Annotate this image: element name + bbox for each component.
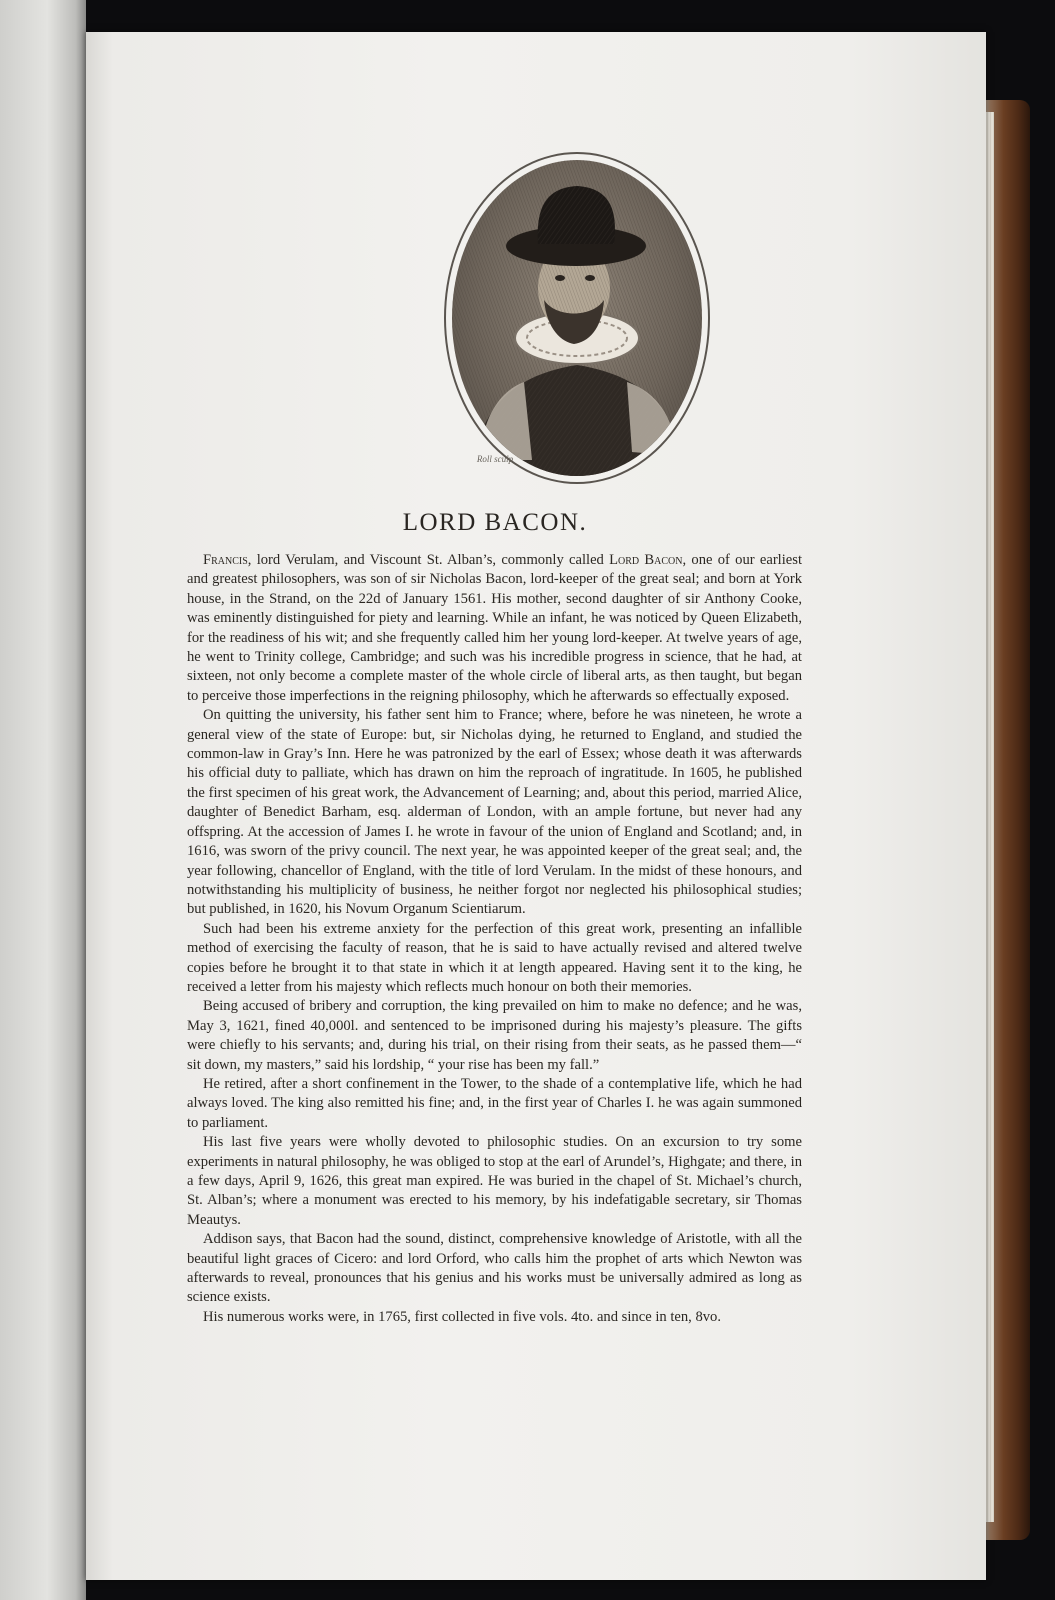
lead-name: Francis [203, 552, 248, 568]
subject-name: Lord Bacon [609, 552, 683, 568]
paragraph-8: His numerous works were, in 1765, first collected in five vols. 4to. and since in ten, 8vo. [203, 1308, 721, 1325]
paragraph-1-part-a: , lord Verulam, and Viscount St. Alban’s, commonly called [247, 552, 610, 568]
article-title: LORD BACON. [402, 509, 588, 536]
article-body [187, 551, 802, 1327]
paragraph-6: His last five years were wholly devoted to philosophic studies. On an excursion to try some experiments in natural philosophy, he was obliged to stop at the earl of Arundel’s, Highgate; and there, in a few days, April 9, 1626, this great man expired. He was buried in the chapel of St. Michael’s church, St. Alban’s; where a monument was erected to his memory, by his indefatigable secretary, sir Thomas Meautys. [187, 1134, 802, 1228]
portrait-engraving [452, 160, 702, 476]
paragraph-3: Such had been his extreme anxiety for the perfection of this great work, presenting an infallible method of exercising the faculty of reason, that he is said to have actually revised and altered twelve copies before he brought it to that state in which it at length appeared. Having sent it to the king, he received a letter from his majesty which reflects much honour on both their memories. [187, 920, 802, 995]
portrait-oval-frame [444, 152, 710, 484]
paragraph-2: On quitting the university, his father sent him to France; where, before he was nineteen, he wrote a general view of the state of Europe: but, sir Nicholas dying, he returned to England, and studied the common-law in Gray’s Inn. Here he was patronized by the earl of Essex; whose death it was afterwards his official duty to palliate, which has drawn on him the reproach of ingratitude. In 1605, he published the first specimen of his great work, the Advancement of Learning; and, about this period, married Alice, daughter of Benedict Barham, esq. alderman of London, with an ample fortune, but never had any offspring. At the accession of James I. he wrote in favour of the union of England and Scotland; and, in 1616, was sworn of the privy council. The next year, he was appointed keeper of the great seal; and, the year following, chancellor of England, with the title of lord Verulam. In the midst of these honours, and notwithstanding his multiplicity of business, he neither forgot nor neglected his philosophical studies; but published, in 1620, his Novum Organum Scientiarum. [187, 707, 802, 918]
engraver-credit: Roll sculp [476, 454, 514, 464]
portrait-figure-icon [452, 160, 702, 476]
paragraph-1 [187, 551, 802, 706]
paragraph-7: Addison says, that Bacon had the sound, distinct, comprehensive knowledge of Aristotle, with all the beautiful light graces of Cicero: and lord Orford, who calls him the prophet of arts which Newton was afterwards to reveal, pronounces that his genius and his works must be universally admired as long as science exists. [187, 1231, 802, 1306]
facing-page-edge [0, 0, 86, 1600]
paragraph-5: He retired, after a short confinement in the Tower, to the shade of a contemplative life, which he had always loved. The king also remitted his fine; and, in the first year of Charles I. he was again summoned to parliament. [187, 1075, 802, 1131]
paragraph-4: Being accused of bribery and corruption, the king prevailed on him to make no defence; and he was, May 3, 1621, fined 40,000l. and sentenced to be imprisoned during his majesty’s pleasure. The gifts were chiefly to his servants; and, during his trial, on their rising from their seats, as he passed them—“ sit down, my masters,” said his lordship, “ your rise has been my fall.” [187, 998, 802, 1073]
paragraph-1-part-b: , one of our earliest and greatest philosophers, was son of sir Nicholas Bacon, lord-keeper of the great seal; and born at York house, in the Strand, on the 22d of January 1561. His mother, second daughter of sir Anthony Cooke, was eminently distinguished for piety and learning. While an infant, he was noticed by Queen Elizabeth, for the readiness of his wit; and she frequently called him her young lord-keeper. At twelve years of age, he went to Trinity college, Cambridge; and such was his incredible progress in science, that he had, at sixteen, not only become a complete master of the whole circle of liberal arts, as then taught, but began to perceive those imperfections in the reigning philosophy, which he afterwards so effectually exposed. [187, 552, 803, 704]
